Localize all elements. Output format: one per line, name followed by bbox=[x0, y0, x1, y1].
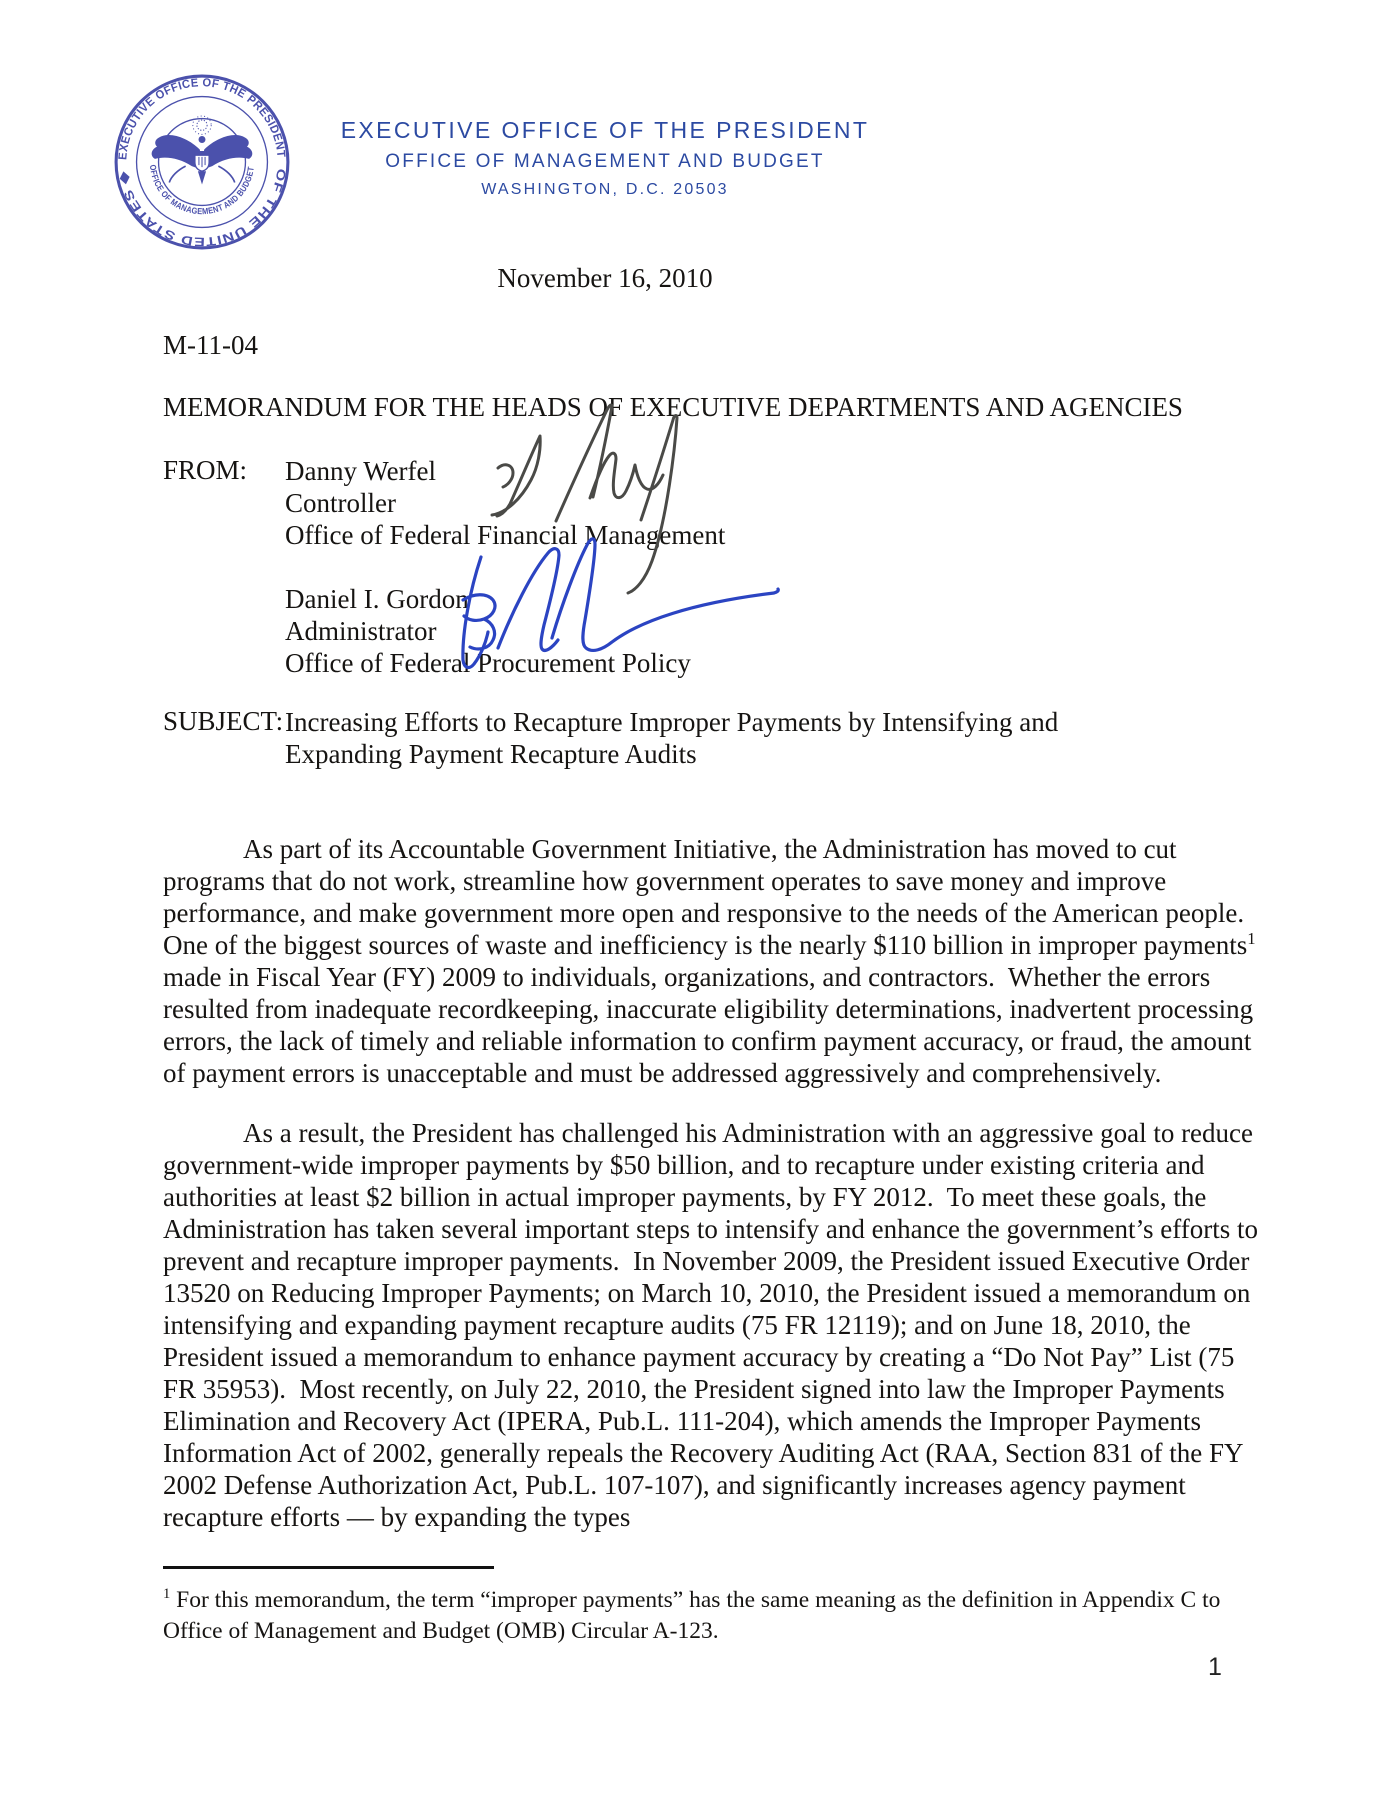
seal-eagle-icon bbox=[152, 116, 253, 185]
from-signers bbox=[285, 455, 1185, 679]
seal-outer-bottom-text: OF THE UNITED STATES ◆ bbox=[116, 167, 289, 249]
letterhead-line3: WASHINGTON, D.C. 20503 bbox=[481, 181, 729, 198]
signer-name: Danny Werfel bbox=[285, 456, 437, 486]
footnote-number: 1 bbox=[163, 1586, 171, 1603]
footnote-ref-1: 1 bbox=[1247, 929, 1256, 948]
signer-office: Office of Federal Procurement Policy bbox=[285, 648, 691, 678]
letterhead-line1: EXECUTIVE OFFICE OF THE PRESIDENT bbox=[340, 117, 870, 143]
memo-number: M-11-04 bbox=[163, 330, 258, 360]
footnote bbox=[163, 1585, 1273, 1647]
signer-title: Administrator bbox=[285, 616, 437, 646]
paragraph-1-text-cont: made in Fiscal Year (FY) 2009 to individuals, organizations, and contractors. Whether the errors resulted from inadequate recordkeeping, inaccurate eligibility determinations, inadvertent processing errors, the lack of timely and reliable information to confirm payment accuracy, or fraud, the amount of payment errors is unacceptable and must be addressed aggressively and comprehensively. bbox=[163, 930, 1263, 1088]
from-label: FROM: bbox=[163, 455, 248, 485]
letterhead-line2: OFFICE OF MANAGEMENT AND BUDGET bbox=[385, 151, 825, 172]
memo-date: November 16, 2010 bbox=[497, 263, 713, 293]
signer-title: Controller bbox=[285, 488, 396, 518]
paragraph-1-text: As part of its Accountable Government Initiative, the Administration has moved to cut programs that do not work, streamline how government operates to save money and improve performance, and make government more open and responsive to the needs of the American people. One of the biggest sources of waste and inefficiency is the nearly $110 billion in improper payments bbox=[163, 834, 1258, 960]
signer-name: Daniel I. Gordon bbox=[285, 584, 469, 614]
paragraph-1 bbox=[163, 833, 1266, 1089]
page-number: 1 bbox=[1208, 1653, 1222, 1681]
subject-label: SUBJECT: bbox=[163, 706, 284, 736]
seal-inner-text: OFFICE OF MANAGEMENT AND BUDGET bbox=[147, 164, 257, 217]
letterhead bbox=[255, 116, 955, 200]
footnote-text: For this memorandum, the term “improper payments” has the same meaning as the definition in Appendix C to Office of Management and Budget (OMB) Circular A-123. bbox=[163, 1587, 1227, 1644]
signer-office: Office of Federal Financial Management bbox=[285, 520, 726, 550]
memo-for-line: MEMORANDUM FOR THE HEADS OF EXECUTIVE DEPARTMENTS AND AGENCIES bbox=[163, 392, 1183, 422]
paragraph-2: As a result, the President has challenged his Administration with an aggressive goal to reduce government-wide improper payments by $50 billion, and to recapture under existing criteria and authorities at least $2 billion in actual improper payments, by FY 2012. To meet these goals, the Administration has taken several important steps to intensify and enhance the government’s efforts to prevent and recapture improper payments. In November 2009, the President issued Executive Order 13520 on Reducing Improper Payments; on March 10, 2010, the President issued a memorandum on intensifying and expanding payment recapture audits (75 FR 12119); and on June 18, 2010, the President issued a memorandum to enhance payment accuracy by creating a “Do Not Pay” List (75 FR 35953). Most recently, on July 22, 2010, the President signed into law the Improper Payments Elimination and Recovery Act (IPERA, Pub.L. 111-204), which amends the Improper Payments Information Act of 2002, generally repeals the Recovery Auditing Act (RAA, Section 831 of the FY 2002 Defense Authorization Act, Pub.L. 107-107), and significantly increases agency payment recapture efforts — by expanding the types bbox=[163, 1118, 1265, 1532]
footnote-separator bbox=[163, 1566, 494, 1569]
subject-text: Increasing Efforts to Recapture Improper Payments by Intensifying and Expanding Payment Recapture Audits bbox=[285, 707, 1066, 769]
seal-outer-top-text: EXECUTIVE OFFICE OF THE PRESIDENT bbox=[116, 76, 288, 161]
memo-body bbox=[163, 833, 1266, 1533]
